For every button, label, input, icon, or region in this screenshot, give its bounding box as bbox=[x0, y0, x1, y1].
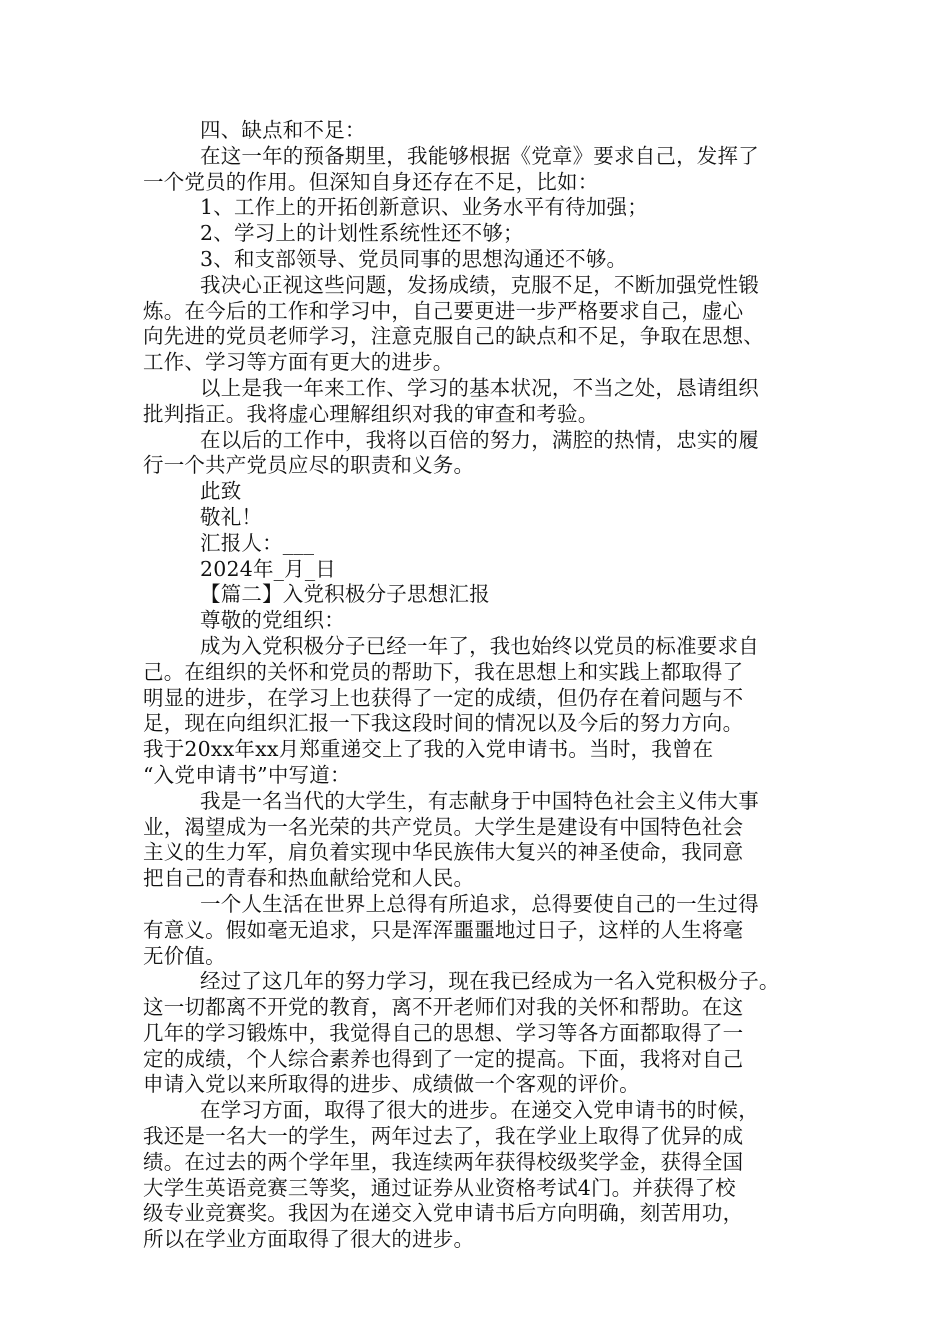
paragraph-line: 在学习方面，取得了很大的进步。在递交入党申请书的时候， bbox=[200, 1098, 759, 1123]
paragraph-line: 足，现在向组织汇报一下我这段时间的情况以及今后的努力方向。 bbox=[143, 711, 744, 736]
paragraph-line: 把自己的青春和热血献给党和人民。 bbox=[143, 866, 475, 891]
paragraph-line: 我决心正视这些问题，发扬成绩，克服不足，不断加强党性锻 bbox=[200, 272, 759, 297]
paragraph-line: 一个党员的作用。但深知自身还存在不足，比如： bbox=[143, 169, 599, 194]
date-line: 2024年_月_日 bbox=[200, 556, 336, 581]
paragraph-line: 经过了这几年的努力学习，现在我已经成为一名入党积极分子。 bbox=[200, 969, 780, 994]
section-heading: 四、缺点和不足： bbox=[200, 118, 366, 142]
paragraph-line: 向先进的党员老师学习，注意克服自己的缺点和不足，争取在思想、 bbox=[143, 324, 764, 349]
paragraph-line: 定的成绩，个人综合素养也得到了一定的提高。下面，我将对自己 bbox=[143, 1046, 744, 1071]
paragraph-line: 一个人生活在世界上总得有所追求，总得要使自己的一生过得 bbox=[200, 891, 759, 916]
paragraph-line: 我是一名当代的大学生，有志献身于中国特色社会主义伟大事 bbox=[200, 788, 759, 813]
paragraph-line: 明显的进步，在学习上也获得了一定的成绩，但仍存在着问题与不 bbox=[143, 685, 744, 710]
paragraph-line: 业，渴望成为一名光荣的共产党员。大学生是建设有中国特色社会 bbox=[143, 814, 744, 839]
paragraph-line: 在这一年的预备期里，我能够根据《党章》要求自己，发挥了 bbox=[200, 143, 759, 168]
list-item: 1、工作上的开拓创新意识、业务水平有待加强； bbox=[200, 195, 648, 220]
paragraph-line: 工作、学习等方面有更大的进步。 bbox=[143, 350, 454, 375]
article-title: 【篇二】入党积极分子思想汇报 bbox=[200, 582, 490, 607]
paragraph-line: 几年的学习锻炼中，我觉得自己的思想、学习等各方面都取得了一 bbox=[143, 1020, 744, 1045]
paragraph-line: 在以后的工作中，我将以百倍的努力，满腔的热情，忠实的履 bbox=[200, 427, 759, 452]
paragraph-line: 炼。在今后的工作和学习中，自己要更进一步严格要求自己，虚心 bbox=[143, 298, 744, 323]
paragraph-line: 无价值。 bbox=[143, 943, 226, 968]
paragraph-line: 我于20xx年xx月郑重递交上了我的入党申请书。当时，我曾在 bbox=[143, 737, 714, 762]
paragraph-line: 有意义。假如毫无追求，只是浑浑噩噩地过日子，这样的人生将毫 bbox=[143, 917, 744, 942]
paragraph-line: 绩。在过去的两个学年里，我连续两年获得校级奖学金，获得全国 bbox=[143, 1149, 744, 1174]
list-item: 2、学习上的计划性系统性还不够； bbox=[200, 221, 524, 246]
list-item: 3、和支部领导、党员同事的思想沟通还不够。 bbox=[200, 246, 628, 271]
document-page bbox=[143, 118, 813, 1253]
paragraph-line: 批判指正。我将虚心理解组织对我的审查和考验。 bbox=[143, 401, 599, 426]
paragraph-line: 大学生英语竞赛三等奖，通过证券从业资格考试4门。并获得了校 bbox=[143, 1175, 736, 1200]
paragraph-line: 这一切都离不开党的教育，离不开老师们对我的关怀和帮助。在这 bbox=[143, 995, 744, 1020]
paragraph-line: 成为入党积极分子已经一年了，我也始终以党员的标准要求自 bbox=[200, 633, 759, 658]
paragraph-line: 我还是一名大一的学生，两年过去了，我在学业上取得了优异的成 bbox=[143, 1124, 744, 1149]
paragraph-line: 申请入党以来所取得的进步、成绩做一个客观的评价。 bbox=[143, 1072, 640, 1097]
closing-line: 敬礼！ bbox=[200, 504, 263, 529]
paragraph-line: “入党申请书”中写道： bbox=[143, 762, 351, 787]
paragraph-line: 主义的生力军，肩负着实现中华民族伟大复兴的神圣使命，我同意 bbox=[143, 840, 744, 865]
paragraph-line: 级专业竞赛奖。我因为在递交入党申请书后方向明确，刻苦用功， bbox=[143, 1201, 744, 1226]
paragraph-line: 己。在组织的关怀和党员的帮助下，我在思想上和实践上都取得了 bbox=[143, 659, 744, 684]
closing-line: 此致 bbox=[200, 479, 242, 504]
salutation: 尊敬的党组织： bbox=[200, 608, 345, 633]
reporter-line: 汇报人：___ bbox=[200, 530, 315, 555]
paragraph-line: 所以在学业方面取得了很大的进步。 bbox=[143, 1227, 475, 1252]
paragraph-line: 以上是我一年来工作、学习的基本状况，不当之处，恳请组织 bbox=[200, 375, 759, 400]
paragraph-line: 行一个共产党员应尽的职责和义务。 bbox=[143, 453, 475, 478]
